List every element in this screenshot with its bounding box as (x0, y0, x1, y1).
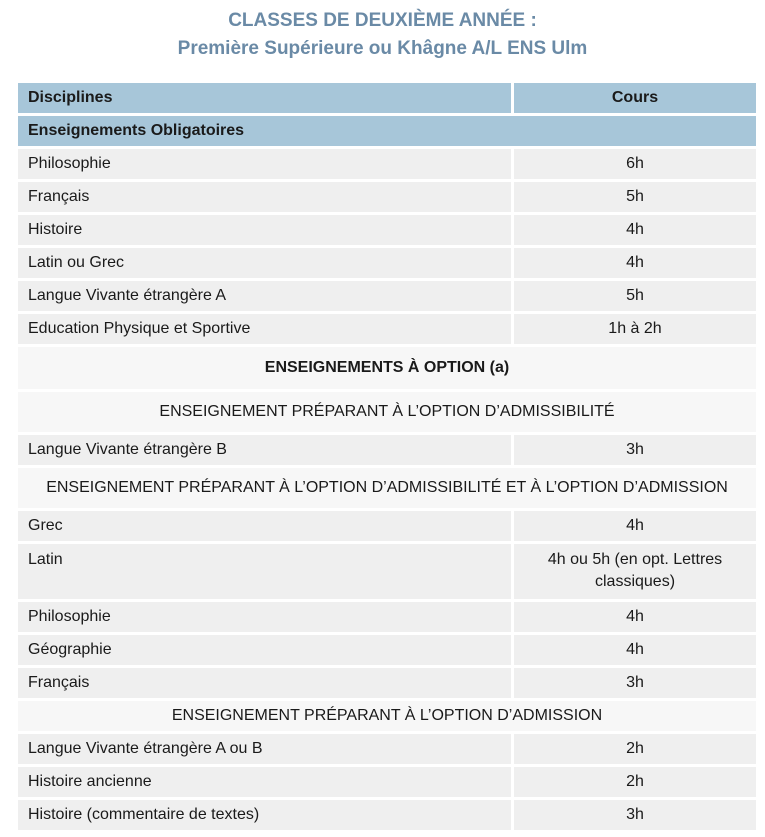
discipline-cell: Philosophie (18, 149, 514, 179)
discipline-cell: Philosophie (18, 602, 514, 632)
discipline-cell: Langue Vivante étrangère A (18, 281, 514, 311)
title-line-2: Première Supérieure ou Khâgne A/L ENS Ulm (177, 38, 588, 59)
table-row (18, 248, 756, 278)
table-row (18, 149, 756, 179)
obligatoires-rows (18, 149, 756, 344)
subsection-admissibilite (18, 392, 756, 432)
discipline-cell: Géographie (18, 635, 514, 665)
hours-cell: 4h (514, 248, 756, 278)
hours-cell: 4h (514, 635, 756, 665)
discipline-cell: Français (18, 668, 514, 698)
section-obligatoires-label: Enseignements Obligatoires (18, 116, 756, 146)
discipline-cell: Histoire ancienne (18, 767, 514, 797)
header-cours: Cours (514, 83, 756, 113)
discipline-cell: Langue Vivante étrangère B (18, 435, 514, 465)
table-row (18, 734, 756, 764)
discipline-cell: Langue Vivante étrangère A ou B (18, 734, 514, 764)
subsection-admissibilite-label: ENSEIGNEMENT PRÉPARANT À L’OPTION D’ADMISSIBILITÉ (18, 392, 756, 432)
subsection-admission (18, 701, 756, 731)
table-row (18, 767, 756, 797)
subsection-admissibilite-admission (18, 468, 756, 508)
subsection-admissibilite-admission-label: ENSEIGNEMENT PRÉPARANT À L’OPTION D’ADMISSIBILITÉ ET À L’OPTION D’ADMISSION (18, 468, 756, 508)
table-header (18, 83, 756, 113)
table-row (18, 544, 756, 599)
hours-cell: 4h (514, 511, 756, 541)
hours-cell: 5h (514, 182, 756, 212)
admission-rows (18, 734, 756, 830)
hours-cell: 4h (514, 602, 756, 632)
subsection-admission-label: ENSEIGNEMENT PRÉPARANT À L’OPTION D’ADMISSION (18, 701, 756, 731)
table-row (18, 635, 756, 665)
hours-cell: 3h (514, 800, 756, 830)
discipline-cell: Français (18, 182, 514, 212)
hours-cell: 6h (514, 149, 756, 179)
table-row (18, 215, 756, 245)
table-row (18, 602, 756, 632)
hours-cell: 5h (514, 281, 756, 311)
section-option (18, 347, 756, 389)
title-line-1: CLASSES DE DEUXIÈME ANNÉE : (228, 10, 537, 31)
discipline-cell: Latin ou Grec (18, 248, 514, 278)
table-row (18, 435, 756, 465)
discipline-cell: Grec (18, 511, 514, 541)
admissibilite-rows (18, 435, 756, 465)
courses-table (18, 80, 756, 833)
hours-cell: 1h à 2h (514, 314, 756, 344)
hours-cell: 4h (514, 215, 756, 245)
discipline-cell: Education Physique et Sportive (18, 314, 514, 344)
admissibilite-admission-rows (18, 511, 756, 698)
section-option-label: ENSEIGNEMENTS À OPTION (a) (18, 347, 756, 389)
table-row (18, 281, 756, 311)
hours-cell: 3h (514, 435, 756, 465)
discipline-cell: Histoire (commentaire de textes) (18, 800, 514, 830)
discipline-cell: Latin (18, 544, 514, 599)
hours-cell: 3h (514, 668, 756, 698)
table-row (18, 511, 756, 541)
hours-cell: 2h (514, 734, 756, 764)
hours-cell: 4h ou 5h (en opt. Lettres classiques) (514, 544, 756, 599)
header-disciplines: Disciplines (18, 83, 514, 113)
table-row (18, 800, 756, 830)
section-obligatoires (18, 116, 756, 146)
table-row (18, 668, 756, 698)
table-row (18, 182, 756, 212)
page-title (0, 0, 765, 63)
hours-cell: 2h (514, 767, 756, 797)
table-row (18, 314, 756, 344)
discipline-cell: Histoire (18, 215, 514, 245)
